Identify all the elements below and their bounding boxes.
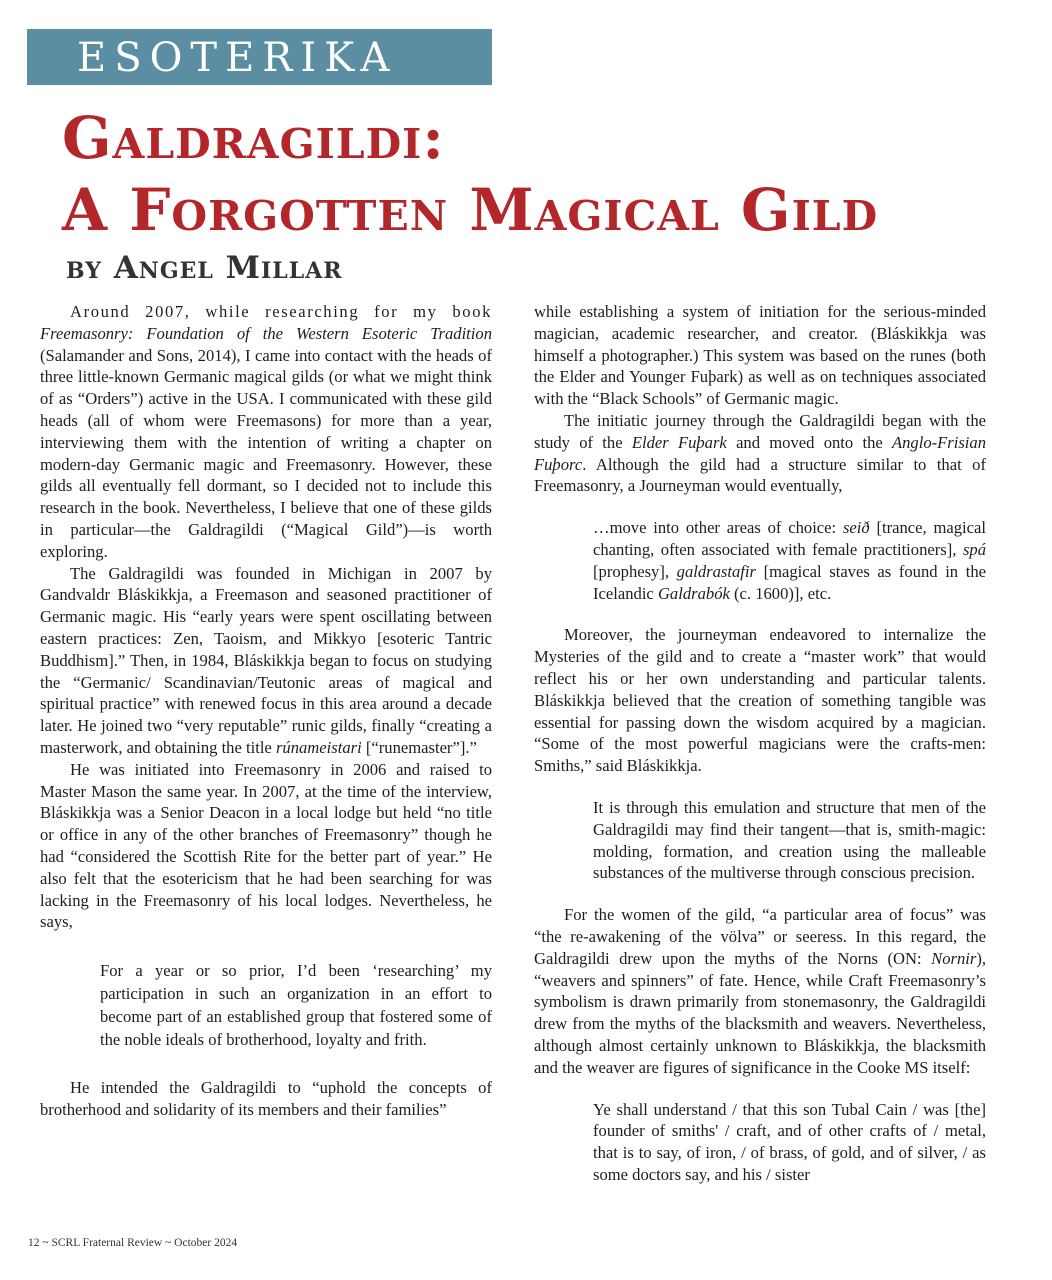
quote-text: [trance, magical chanting, often associated with female practitioners],: [593, 518, 986, 559]
paragraph-text: [“runemaster”].”: [361, 737, 477, 757]
paragraph: Moreover, the journeyman endeavored to internalize the Mysteries of the gild and to create a “master work” that would reflect his or her own understanding and particular talents. Bláskikkja believed that the creation of something tangible was essential for passing down the wisdom acquired by a magician. “Some of the most powerful magicians were the crafts-men: Smiths,” said Bláskikkja.: [534, 625, 986, 776]
paragraph: [534, 410, 986, 497]
emphasis: spá: [962, 539, 986, 559]
paragraph-text: Around 2007, while researching for my book: [70, 302, 492, 321]
page-footer: 12 ~ SCRL Fraternal Review ~ October 2024: [28, 1237, 238, 1249]
paragraph: [40, 301, 492, 563]
title-line-1: Galdragildi:: [62, 104, 445, 172]
quote-text: [magical staves as found in the Icelandic: [593, 561, 986, 603]
quote-text: …move into other areas of choice:: [593, 518, 843, 538]
paragraph-text: and moved onto the: [726, 432, 892, 452]
paragraph-text: The Galdragildi was founded in Michigan in 2007 by Gandvaldr Bláskikkja, a Freemason and seasoned practitioner of Germanic magic. His “early years were spent oscillating between eastern practices: Zen, Taoism, and Mikkyo [esoteric Tantric Buddhism].” Then, in 1984, Bláskikkja began to focus on studying the “Germanic/ Scandinavian/Teutonic areas of magical and spiritual practice” with renewed focus in this area around a decade later. He joined two “very reputable” runic gilds, finally “creating a masterwork, and obtaining the title: [40, 563, 492, 757]
emphasis: galdrastafir: [676, 561, 756, 581]
paragraph: [534, 904, 986, 1078]
emphasis: rúnameistari: [275, 737, 362, 757]
emphasis: Galdrabók: [657, 583, 730, 603]
paragraph: He was initiated into Freemasonry in 2006 and raised to Master Mason the same year. In 2007, at the time of the interview, Bláskikkja was a Senior Deacon in a local lodge but held “no title or office in any of the other branches of Freemasonry” though he had “considered the Scottish Rite for the better part of year.” He also felt that the esotericism that he had been searching for was lacking in the Freemasonry of his local lodges. Nevertheless, he says,: [40, 759, 492, 932]
paragraph-text: . Although the gild had a structure similar to that of Freemasonry, a Journeyman would eventually,: [534, 454, 986, 496]
section-header-band: [27, 29, 492, 85]
paragraph-text: The initiatic journey through the Galdragildi began with the study of the: [534, 410, 986, 452]
article-title: [62, 102, 1022, 246]
right-column: [534, 301, 986, 1206]
block-quote: For a year or so prior, I’d been ‘researching’ my participation in such an organization in an effort to become part of an established group that fostered some of the noble ideals of brotherhood, loyalty and frith.: [100, 961, 492, 1050]
book-title: Freemasonry: Foundation of the Western Esoteric Tradition: [40, 323, 492, 343]
emphasis: seið: [842, 518, 870, 538]
author-byline: by Angel Millar: [66, 250, 343, 286]
paragraph-text: For the women of the gild, “a particular area of focus” was “the re-awakening of the völva” or seeress. In this regard, the Galdragildi drew upon the myths of the Norns (ON:: [534, 905, 986, 968]
paragraph: [40, 563, 492, 759]
block-quote: It is through this emulation and structure that men of the Galdragildi may find their tangent—that is, smith-magic: molding, formation, and creation using the malleable substances of the multiverse through conscious precision.: [593, 797, 986, 883]
quote-text: (c. 1600)], etc.: [729, 583, 832, 603]
paragraph: while establishing a system of initiation for the serious-minded magician, academic researcher, and creator. (Bláskikkja was himself a photographer.) This system was based on the runes (both the Elder and Younger Fuþark) as well as on techniques associated with the “Black Schools” of Germanic magic.: [534, 302, 986, 409]
title-line-2: A Forgotten Magical Gild: [62, 176, 879, 244]
emphasis: Elder Fuþark: [631, 432, 727, 452]
block-quote: [593, 517, 986, 604]
paragraph: He intended the Galdragildi to “uphold the concepts of brotherhood and solidarity of its members and their families”: [40, 1078, 492, 1119]
section-label: ESOTERIKA: [77, 35, 398, 81]
paragraph-text: ), “weavers and spinners” of fate. Hence, while Craft Freemasonry’s symbolism is drawn primarily from stonemasonry, the Galdragildi drew from the myths of the blacksmith and weavers. Nevertheless, although almost certainly unknown to Bláskikkja, the blacksmith and the weaver are figures of significance in the Cooke MS itself:: [534, 948, 986, 1077]
left-column: [40, 301, 492, 1121]
emphasis: Nornir: [931, 948, 977, 968]
quote-text: [prophesy],: [593, 561, 677, 581]
emphasis: Anglo-Frisian Fuþorc: [534, 432, 987, 474]
block-quote: Ye shall understand / that this son Tubal Cain / was [the] founder of smiths' / craft, and of other crafts of / metal, that is to say, of iron, / of brass, of gold, and of silver, / as some doctors say, and his / sister: [593, 1099, 986, 1184]
paragraph-text: (Salamander and Sons, 2014), I came into contact with the heads of three little-known Germanic magical gilds (or what we might think of as “Orders”) active in the USA. I communicated with these gild heads (all of whom were Freemasons) for more than a year, interviewing them with the intention of writing a chapter on modern-day Germanic magic and Freemasonry. However, these gilds all eventually fell dormant, so I decided not to include this research in the book. Nevertheless, I believe that one of these gilds in particular—the Galdragildi (“Magical Gild”)—is worth exploring.: [40, 345, 492, 561]
